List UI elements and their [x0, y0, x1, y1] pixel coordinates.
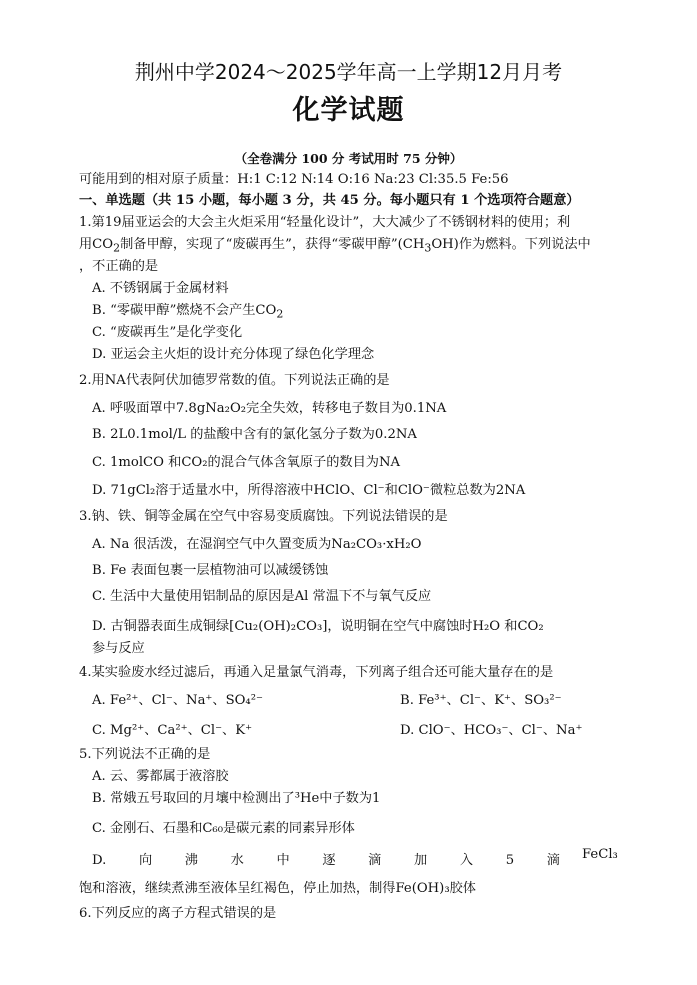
q5-option-b: B. 常娥五号取回的月壤中检测出了³He中子数为1 — [92, 791, 381, 806]
q4-stem: 4.某实验废水经过滤后，再通入足量氯气消毒，下列离子组合还可能大量存在的是 — [79, 665, 554, 680]
q3-option-b: B. Fe 表面包裹一层植物油可以减缓锈蚀 — [92, 563, 329, 578]
q1-stem-line2: 用$CO_2$制备甲醇，实现了“废碳再生”，获得“零碳甲醇$”(CH_3OH)$作为燃料。下列说法中 — [79, 237, 591, 255]
q4-option-a: A. Fe²⁺、Cl⁻、Na⁺、SO₄²⁻ — [92, 693, 263, 708]
q5-option-c: C. 金刚石、石墨和C₆₀是碳元素的同素异形体 — [92, 821, 355, 836]
q5-d-word: 中 — [276, 853, 290, 868]
q3-option-d-line2: 参与反应 — [92, 641, 145, 656]
q2-stem: 2.用NA代表阿伏加德罗常数的值。下列说法正确的是 — [79, 373, 390, 388]
section-heading: 一、单选题（共 15 小题，每小题 3 分，共 45 分。每小题只有 1 个选项符合题意） — [79, 193, 580, 208]
q6-stem: 6.下列反应的离子方程式错误的是 — [79, 906, 277, 921]
q1-stem-line3: ，不正确的是 — [79, 259, 159, 274]
q5-d-word: 加 — [414, 853, 428, 868]
q4-option-c: C. Mg²⁺、Ca²⁺、Cl⁻、K⁺ — [92, 723, 253, 738]
q1-option-b: B. “零碳甲醇”燃烧不会产生$CO_2$ — [92, 303, 284, 321]
q3-stem: 3.钠、铁、铜等金属在空气中容易变质腐蚀。下列说法错误的是 — [79, 509, 448, 524]
q5-d-word: 向 — [138, 853, 153, 868]
q5-d-word: 5 — [505, 853, 515, 868]
q1-stem-part-b: 制备甲醇，实现了“废碳再生”，获得“零碳甲醇”(CH — [120, 237, 425, 252]
q5-d-word: 水 — [230, 853, 244, 868]
q5-d-word: D. — [92, 853, 107, 868]
subject-title: 化学试题 — [292, 95, 405, 126]
q5-stem: 5.下列说法不正确的是 — [79, 747, 211, 762]
q5-d-formula: FeCl₃ — [582, 847, 618, 862]
exam-title: 荆州中学2024～2025学年高一上学期12月月考 — [134, 60, 563, 84]
q5-d-word: 入 — [459, 853, 474, 868]
q1-stem-part-c: OH)作为燃料。下列说法中 — [431, 237, 591, 252]
q2-option-c: C. 1molCO 和CO₂的混合气体含氧原子的数目为NA — [92, 455, 401, 470]
q5-option-a: A. 云、雾都属于液溶胶 — [92, 769, 229, 784]
exam-info: （全卷满分 100 分 考试用时 75 分钟） — [234, 151, 463, 166]
q1-option-a: A. 不锈钢属于金属材料 — [92, 281, 229, 296]
q5-d-word: 沸 — [184, 853, 198, 868]
q5-d-word: 逐 — [322, 853, 336, 868]
q2-option-a: A. 呼吸面罩中7.8gNa₂O₂完全失效，转移电子数目为0.1NA — [92, 401, 447, 416]
q1-option-c: C. “废碳再生”是化学变化 — [92, 325, 243, 340]
q3-option-a: A. Na 很活泼，在湿润空气中久置变质为Na₂CO₃·xH₂O — [92, 537, 422, 552]
q1-stem-line1: 1.第19届亚运会的大会主火炬采用“轻量化设计”，大大减少了不锈钢材料的使用；利 — [79, 215, 571, 230]
q1-stem-part-a: 用CO — [79, 237, 114, 252]
q3-option-c: C. 生活中大量使用铝制品的原因是Al 常温下不与氧气反应 — [92, 589, 432, 604]
q4-option-d: D. ClO⁻、HCO₃⁻、Cl⁻、Na⁺ — [400, 723, 583, 738]
q5-option-d-line2: 饱和溶液，继续煮沸至液体呈红褐色，停止加热，制得Fe(OH)₃胶体 — [79, 881, 476, 896]
q2-option-d: D. 71gCl₂溶于适量水中，所得溶液中HClO、Cl⁻和ClO⁻微粒总数为2NA — [92, 483, 526, 498]
q4-option-b: B. Fe³⁺、Cl⁻、K⁺、SO₃²⁻ — [400, 693, 562, 708]
q1-option-b-text: B. “零碳甲醇”燃烧不会产生CO — [92, 303, 277, 318]
atomic-masses: 可能用到的相对原子质量：H:1 C:12 N:14 O:16 Na:23 Cl:35.5 Fe:56 — [79, 172, 509, 187]
q5-d-word: 滴 — [546, 853, 560, 868]
q1-option-d: D. 亚运会主火炬的设计充分体现了绿色化学理念 — [92, 347, 375, 362]
q5-d-word: 滴 — [368, 853, 382, 868]
q3-option-d-line1: D. 古铜器表面生成铜绿[Cu₂(OH)₂CO₃]，说明铜在空气中腐蚀时H₂O 和CO₂ — [92, 619, 544, 634]
q2-option-b: B. 2L0.1mol/L 的盐酸中含有的氯化氢分子数为0.2NA — [92, 427, 417, 442]
q5-option-d-line1 — [92, 852, 560, 870]
